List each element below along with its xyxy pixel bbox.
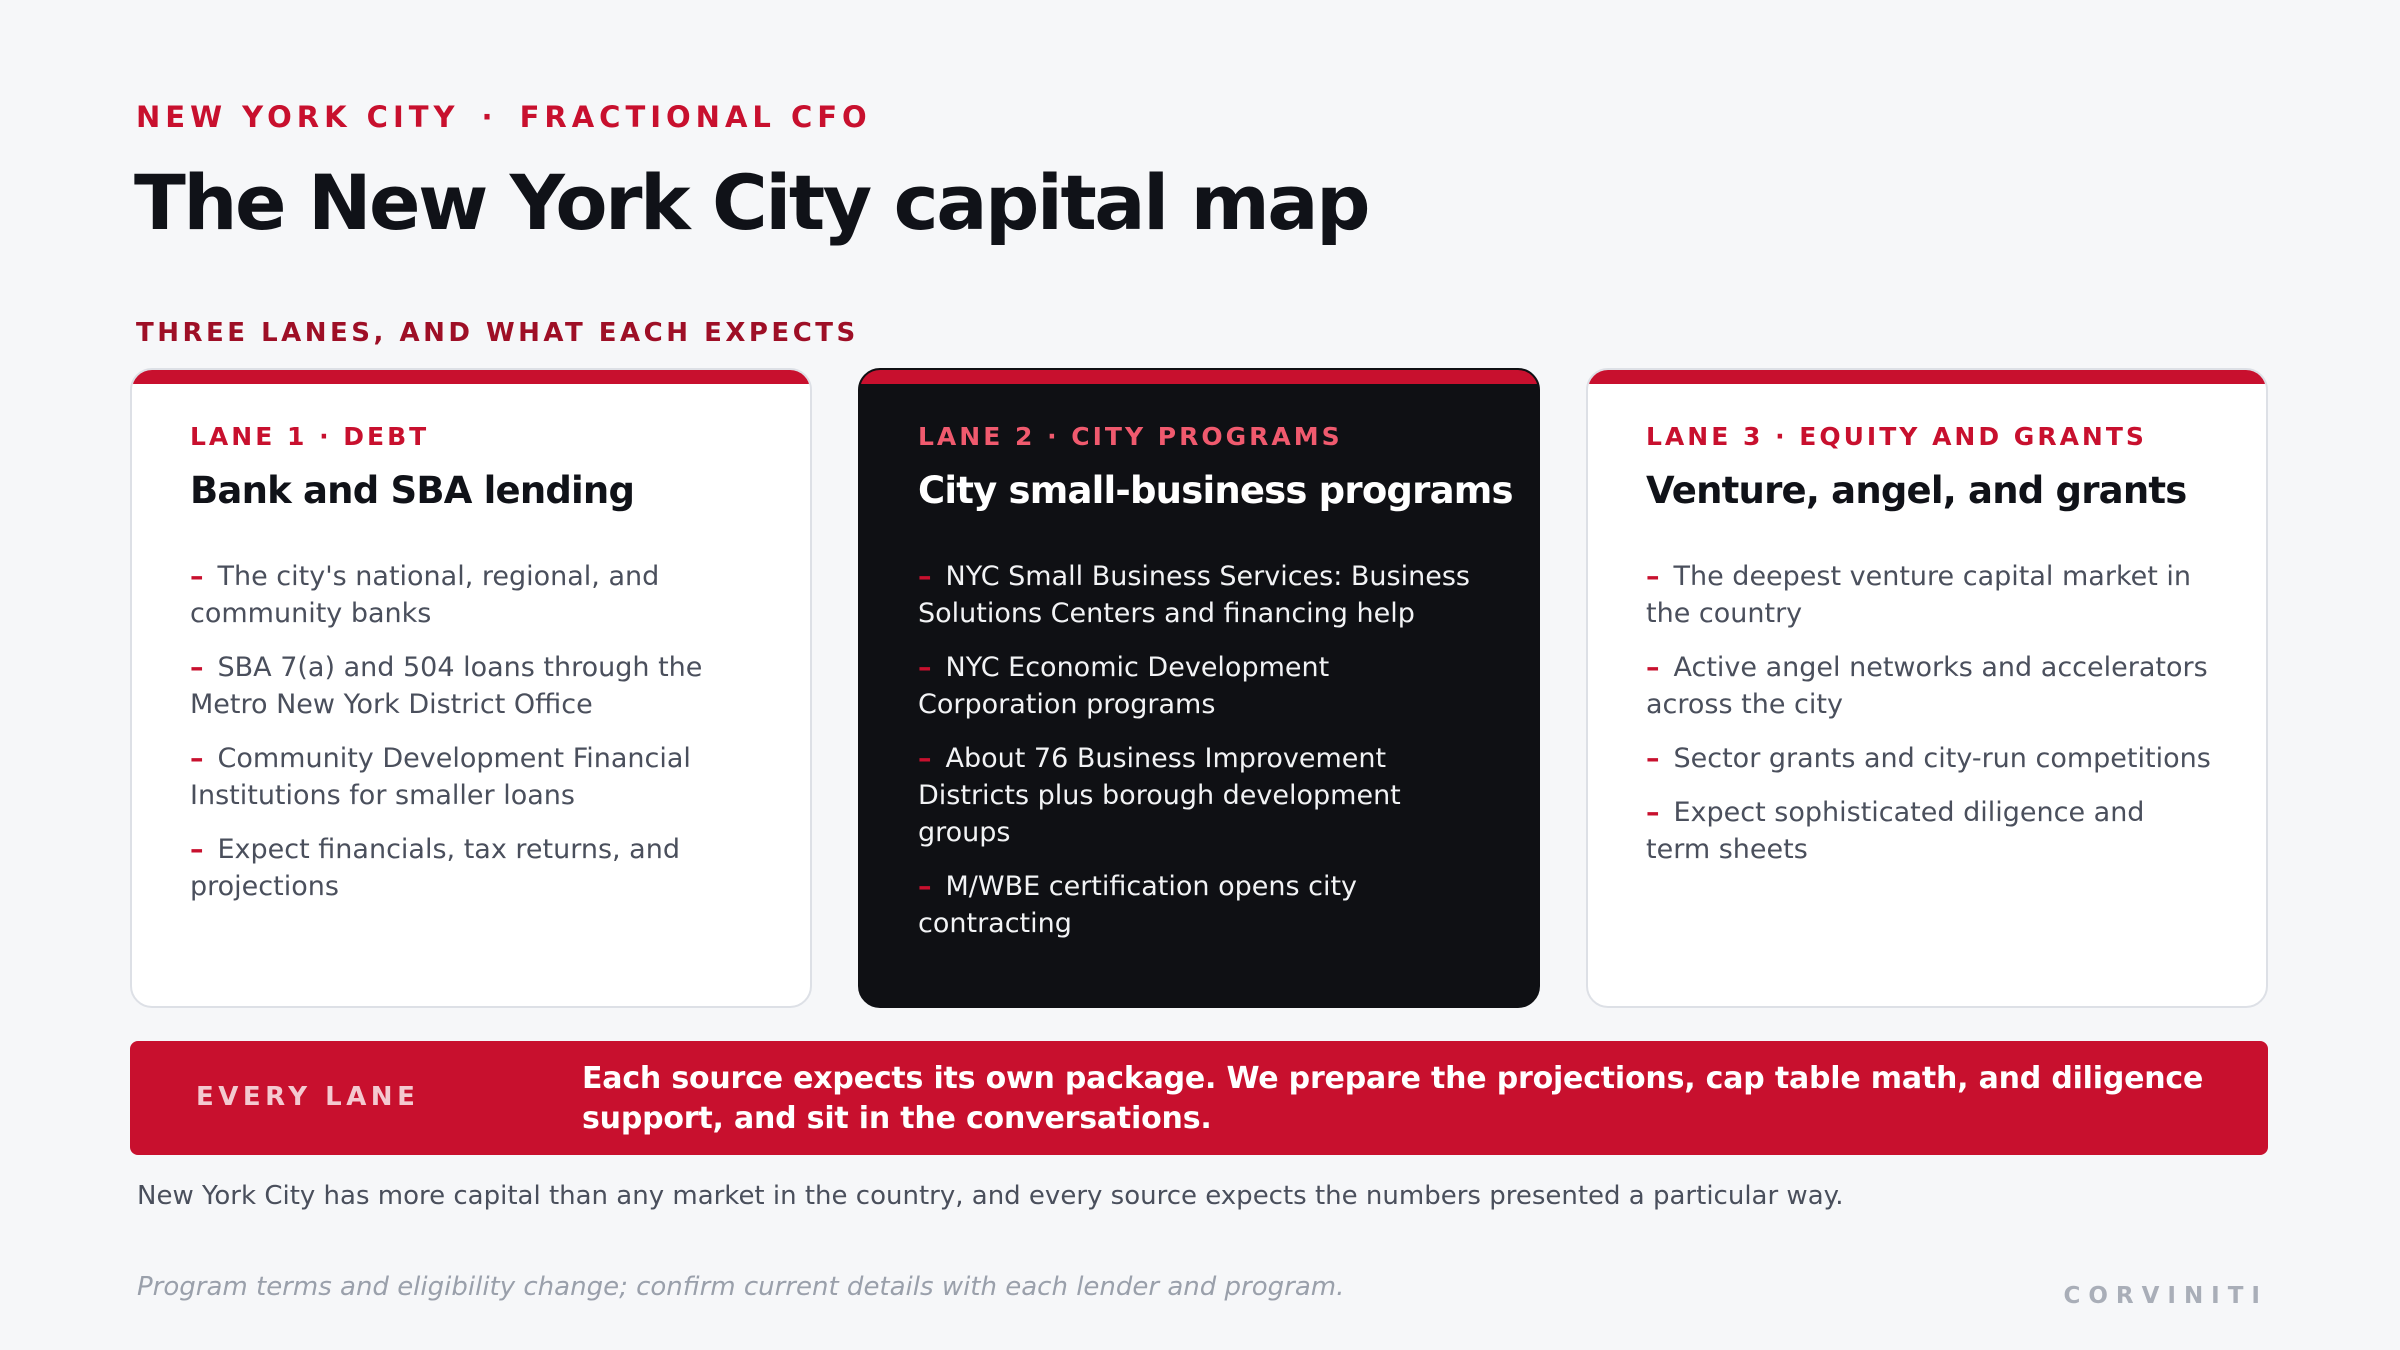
banner-label: EVERY LANE [196,1082,420,1112]
list-item [918,740,1486,851]
bullet-text: The city's national, regional, and community banks [190,561,660,629]
lane-tag: LANE 1 · DEBT [190,422,430,451]
dash-icon: – [1646,652,1660,683]
lane-bullet-list [1646,558,2214,868]
list-item [918,649,1486,723]
dash-icon: – [190,834,204,865]
list-item [918,868,1486,942]
banner-text: Each source expects its own package. We prepare the projections, cap table math, and diligence support, and sit in the conversations. [582,1061,2204,1136]
bullet-text: About 76 Business Improvement Districts plus borough development groups [918,743,1401,848]
list-item [190,740,758,814]
dash-icon: – [918,743,932,774]
lane-title: Venture, angel, and grants [1646,469,2187,512]
lane-tag: LANE 2 · CITY PROGRAMS [918,422,1343,451]
list-item [1646,649,2214,723]
lane-bullet-list [190,558,758,905]
lane-card-equity-grants [1586,368,2268,1008]
bullet-text: Sector grants and city-run competitions [1673,743,2211,774]
every-lane-banner [130,1041,2268,1155]
list-item [190,649,758,723]
lane-bullet-list [918,558,1486,942]
dash-icon: – [1646,561,1660,592]
footnote: New York City has more capital than any market in the country, and every source expects the numbers presented a particular way. [137,1181,1844,1211]
page-title: The New York City capital map [134,158,1368,247]
list-item [1646,558,2214,632]
list-item [1646,794,2214,868]
brand-logo: CORVINITI [2063,1283,2268,1309]
bullet-text: NYC Small Business Services: Business Solutions Centers and financing help [918,561,1470,629]
lane-card-city-programs [858,368,1540,1008]
card-accent-bar [860,370,1538,384]
dash-icon: – [190,561,204,592]
dash-icon: – [190,743,204,774]
lane-tag: LANE 3 · EQUITY AND GRANTS [1646,422,2147,451]
card-accent-bar [1588,370,2266,384]
lane-title: Bank and SBA lending [190,469,635,512]
dash-icon: – [190,652,204,683]
bullet-text: M/WBE certification opens city contracting [918,871,1358,939]
list-item [1646,740,2214,777]
dash-icon: – [918,561,932,592]
eyebrow-separator: · [481,100,498,134]
eyebrow [136,100,872,134]
list-item [918,558,1486,632]
bullet-text: Expect sophisticated diligence and term sheets [1646,797,2145,865]
bullet-text: SBA 7(a) and 504 loans through the Metro New York District Office [190,652,703,720]
bullet-text: Community Development Financial Institutions for smaller loans [190,743,691,811]
dash-icon: – [1646,743,1660,774]
dash-icon: – [918,871,932,902]
eyebrow-service: FRACTIONAL CFO [519,100,872,134]
bullet-text: Active angel networks and accelerators across the city [1646,652,2208,720]
list-item [190,558,758,632]
bullet-text: The deepest venture capital market in the country [1646,561,2192,629]
card-accent-bar [132,370,810,384]
eyebrow-city: NEW YORK CITY [136,100,460,134]
dash-icon: – [918,652,932,683]
dash-icon: – [1646,797,1660,828]
lane-card-debt [130,368,812,1008]
disclaimer: Program terms and eligibility change; confirm current details with each lender and program. [137,1272,1345,1302]
list-item [190,831,758,905]
bullet-text: NYC Economic Development Corporation programs [918,652,1330,720]
bullet-text: Expect financials, tax returns, and projections [190,834,680,902]
section-label: THREE LANES, AND WHAT EACH EXPECTS [136,318,859,348]
lane-title: City small-business programs [918,469,1513,512]
